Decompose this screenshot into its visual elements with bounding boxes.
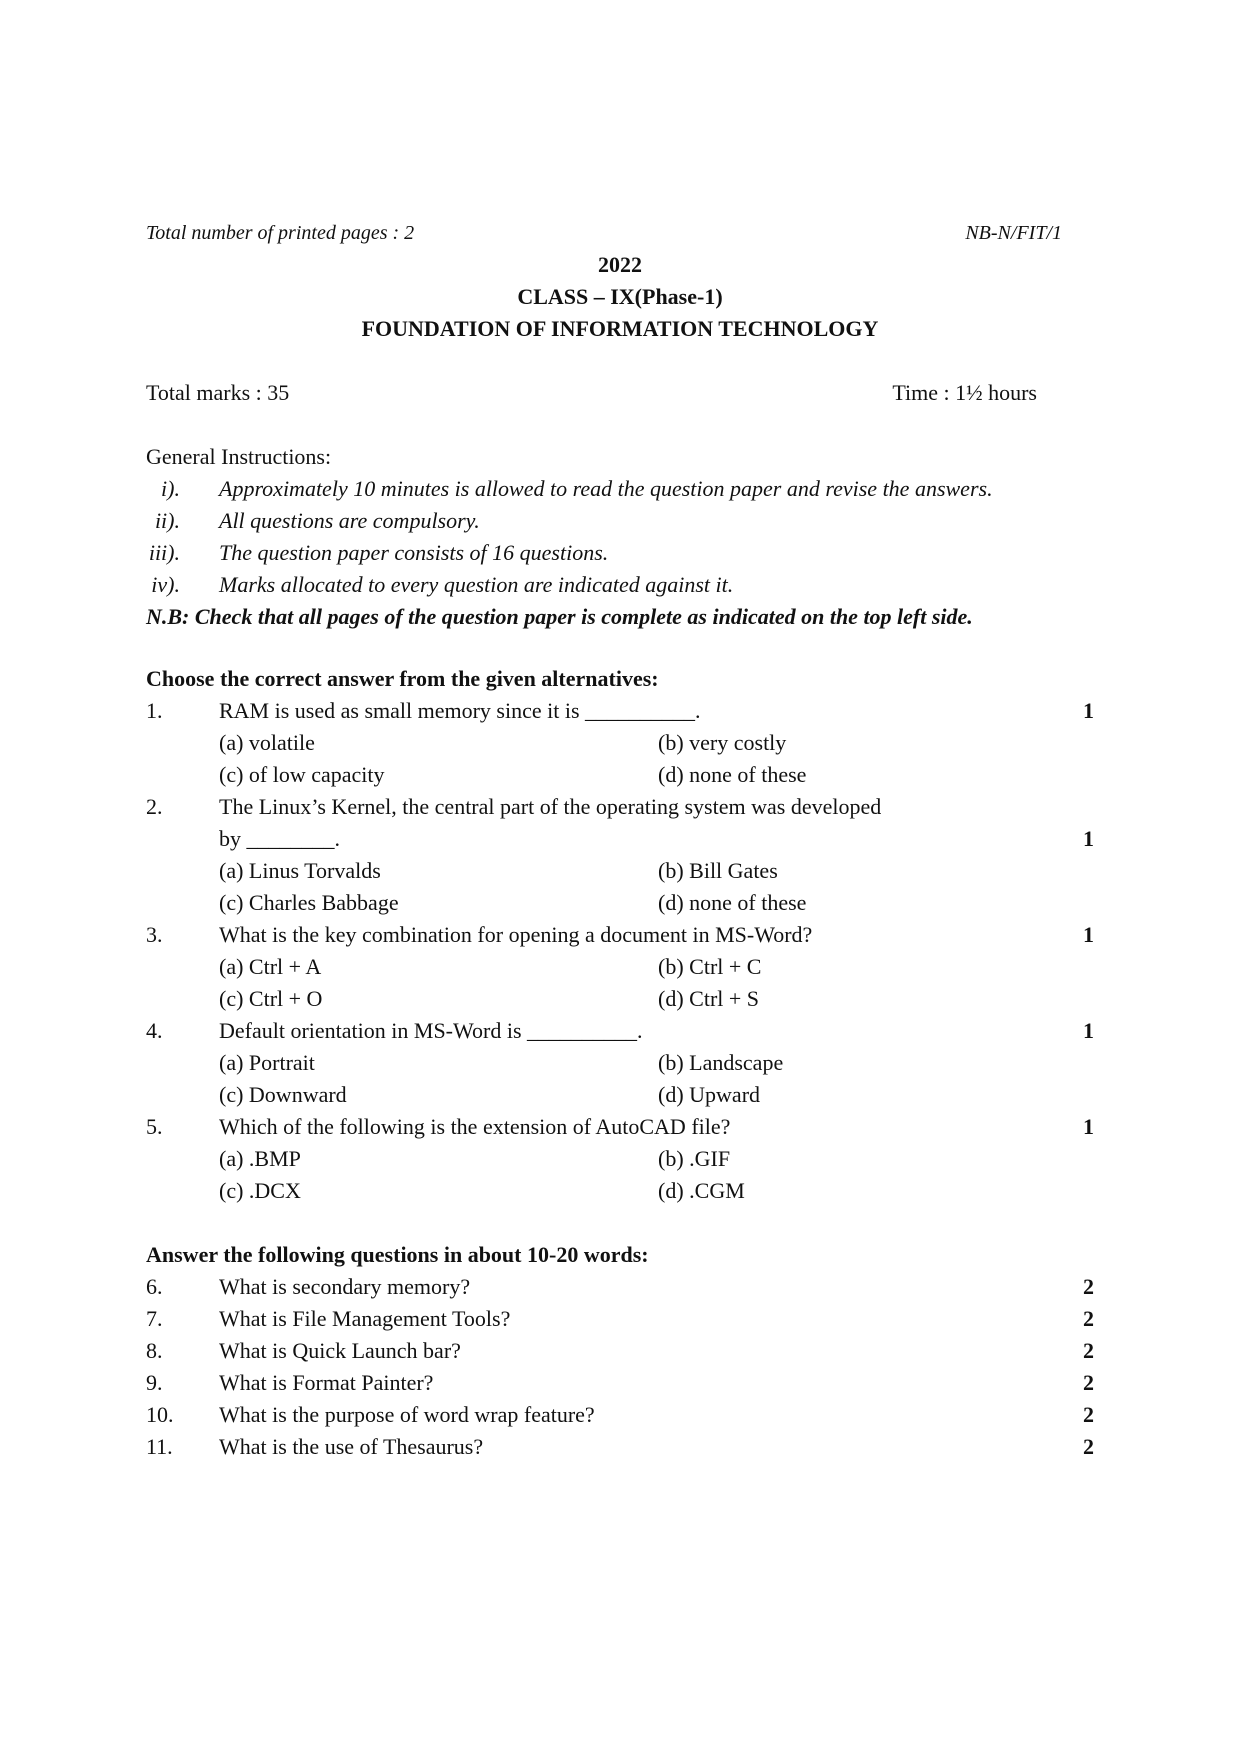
option-b: (b) very costly: [658, 730, 787, 755]
option-c: (c) .DCX: [219, 1178, 301, 1203]
option-a: (a) .BMP: [219, 1146, 301, 1171]
instruction-number: iii).: [148, 540, 180, 565]
question-number: 9.: [146, 1370, 163, 1395]
option-b: (b) Landscape: [658, 1050, 784, 1075]
instruction-text: The question paper consists of 16 questions.: [219, 540, 609, 565]
question-text: Default orientation in MS-Word is __________.: [219, 1018, 643, 1043]
question-marks: 2: [1083, 1434, 1094, 1459]
instruction-text: Marks allocated to every question are indicated against it.: [219, 572, 734, 597]
question-marks: 2: [1083, 1402, 1094, 1427]
option-a: (a) Ctrl + A: [219, 954, 322, 979]
option-c: (c) Downward: [219, 1082, 347, 1107]
instruction-number: i).: [161, 476, 180, 501]
question-marks: 2: [1083, 1370, 1094, 1395]
question-text: What is secondary memory?: [219, 1274, 471, 1299]
exam-year: 2022: [598, 252, 642, 277]
instruction-number: ii).: [154, 508, 180, 533]
question-number: 8.: [146, 1338, 163, 1363]
option-d: (d) none of these: [658, 890, 807, 915]
question-marks: 1: [1083, 922, 1094, 947]
question-text-continued: by ________.: [219, 826, 340, 851]
paper-code: NB-N/FIT/1: [965, 222, 1062, 244]
option-b: (b) Ctrl + C: [658, 954, 762, 979]
question-text: What is Quick Launch bar?: [219, 1338, 461, 1363]
option-d: (d) Ctrl + S: [658, 986, 760, 1011]
subject-title: FOUNDATION OF INFORMATION TECHNOLOGY: [361, 316, 879, 341]
instructions-heading: General Instructions:: [146, 444, 332, 469]
section-b-heading: Answer the following questions in about 10-20 words:: [146, 1242, 649, 1267]
question-text: What is the key combination for opening a document in MS-Word?: [219, 922, 813, 947]
question-marks: 1: [1083, 826, 1094, 851]
question-text: What is Format Painter?: [219, 1370, 434, 1395]
question-text: RAM is used as small memory since it is __________.: [219, 698, 701, 723]
section-a-heading: Choose the correct answer from the given alternatives:: [146, 666, 659, 691]
printed-pages-note: Total number of printed pages : 2: [146, 222, 415, 244]
question-number: 1.: [146, 698, 163, 723]
question-marks: 2: [1083, 1306, 1094, 1331]
option-d: (d) none of these: [658, 762, 807, 787]
instruction-text: Approximately 10 minutes is allowed to read the question paper and revise the answers.: [219, 476, 993, 501]
question-marks: 2: [1083, 1338, 1094, 1363]
question-text: What is the use of Thesaurus?: [219, 1434, 484, 1459]
question-text: What is the purpose of word wrap feature?: [219, 1402, 595, 1427]
option-c: (c) Ctrl + O: [219, 986, 323, 1011]
option-b: (b) Bill Gates: [658, 858, 778, 883]
option-a: (a) Portrait: [219, 1050, 315, 1075]
option-c: (c) Charles Babbage: [219, 890, 399, 915]
question-number: 6.: [146, 1274, 163, 1299]
time-allowed: Time : 1½ hours: [892, 380, 1037, 405]
question-number: 4.: [146, 1018, 163, 1043]
question-number: 5.: [146, 1114, 163, 1139]
question-text: Which of the following is the extension of AutoCAD file?: [219, 1114, 731, 1139]
question-marks: 1: [1083, 1018, 1094, 1043]
question-text: The Linux’s Kernel, the central part of the operating system was developed: [219, 794, 882, 819]
nb-note: N.B: Check that all pages of the question paper is complete as indicated on the top left side.: [146, 604, 973, 629]
class-line: CLASS – IX(Phase-1): [517, 284, 723, 309]
instruction-text: All questions are compulsory.: [219, 508, 480, 533]
question-marks: 1: [1083, 698, 1094, 723]
option-a: (a) volatile: [219, 730, 315, 755]
option-a: (a) Linus Torvalds: [219, 858, 381, 883]
question-number: 10.: [146, 1402, 174, 1427]
question-marks: 2: [1083, 1274, 1094, 1299]
question-number: 2.: [146, 794, 163, 819]
question-number: 11.: [146, 1434, 173, 1459]
question-marks: 1: [1083, 1114, 1094, 1139]
total-marks: Total marks : 35: [146, 380, 290, 405]
option-d: (d) Upward: [658, 1082, 761, 1107]
question-number: 7.: [146, 1306, 163, 1331]
question-text: What is File Management Tools?: [219, 1306, 511, 1331]
option-d: (d) .CGM: [658, 1178, 745, 1203]
option-c: (c) of low capacity: [219, 762, 385, 787]
instruction-number: iv).: [151, 572, 180, 597]
question-number: 3.: [146, 922, 163, 947]
option-b: (b) .GIF: [658, 1146, 731, 1171]
